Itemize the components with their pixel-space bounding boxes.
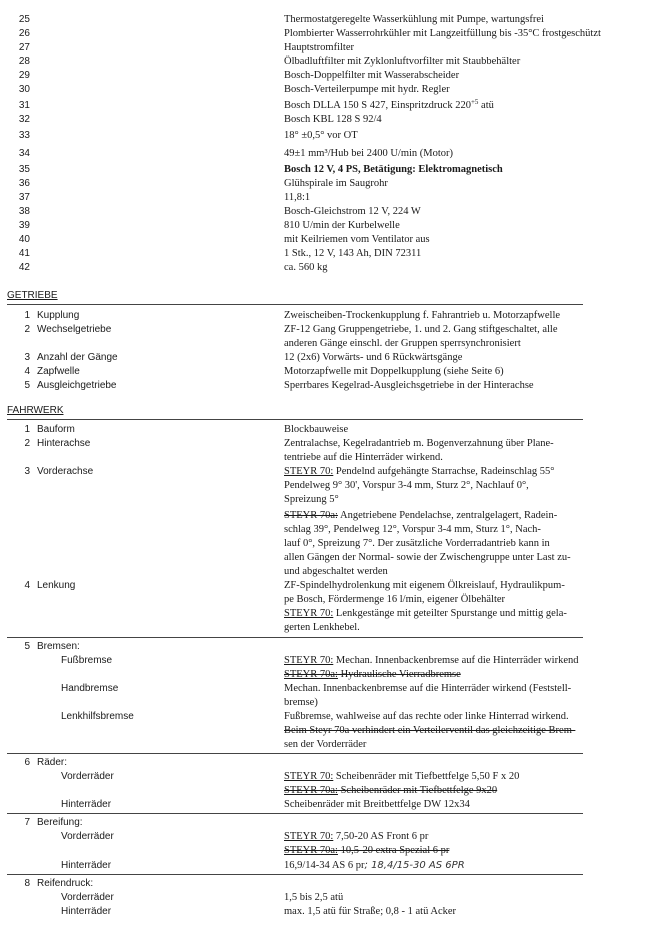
spec-text: Scheibenräder mit Tiefbettfelge 5,50 F x 20 <box>333 771 520 782</box>
spec-number: 29 <box>18 70 30 81</box>
spec-number: 27 <box>18 42 30 53</box>
spec-value: 1,5 bis 2,5 atü <box>284 892 344 903</box>
spec-value: gerten Lenkhebel. <box>284 622 360 633</box>
spec-row <box>0 891 661 905</box>
spec-value <box>284 668 461 682</box>
spec-row <box>0 205 661 219</box>
spec-row <box>0 219 661 233</box>
spec-number: 26 <box>18 28 30 39</box>
spec-row <box>0 465 661 479</box>
spec-number: 36 <box>18 178 30 189</box>
spec-value: Fußbremse, wahlweise auf das rechte oder linke Hinterrad wirkend. <box>284 711 569 722</box>
spec-value: 1 Stk., 12 V, 143 Ah, DIN 72311 <box>284 248 422 259</box>
spec-label: Anzahl der Gänge <box>37 352 118 363</box>
spec-row-continuation <box>0 668 661 682</box>
spec-row <box>0 55 661 69</box>
spec-row <box>0 640 661 654</box>
spec-row-continuation <box>0 784 661 798</box>
section-heading-row <box>0 404 661 418</box>
model-tag-steyr-70: STEYR 70: <box>284 608 334 619</box>
spec-label: Ausgleichgetriebe <box>37 380 117 391</box>
spec-row <box>0 309 661 323</box>
spec-label: Bereifung: <box>37 817 83 828</box>
spec-row-continuation <box>0 738 661 752</box>
spec-number: 41 <box>18 248 30 259</box>
spec-text: Angetriebene Pendelachse, zentralgelagert, Radein- <box>337 510 558 521</box>
spec-value: Bosch-Gleichstrom 12 V, 224 W <box>284 206 421 217</box>
spec-row <box>0 233 661 247</box>
spec-value: bremse) <box>284 697 318 708</box>
spec-value: Pendelweg 9° 30', Vorspur 3-4 mm, Sturz 2°, Nachlauf 0°, <box>284 480 529 491</box>
spec-row <box>0 69 661 83</box>
spec-value: Plombierter Wasserrohrkühler mit Langzeitfüllung bis -35°C frostgeschützt <box>284 28 601 39</box>
spec-number: 2 <box>24 324 30 335</box>
spec-row <box>0 247 661 261</box>
spec-row-continuation <box>0 621 661 635</box>
spec-value: 11,8:1 <box>284 192 311 203</box>
spec-row-continuation <box>0 696 661 710</box>
spec-value: Hauptstromfilter <box>284 42 354 53</box>
spec-row <box>0 99 661 113</box>
spec-value: 18° ±0,5° vor OT <box>284 130 358 141</box>
spec-number: 42 <box>18 262 30 273</box>
spec-row-continuation <box>0 551 661 565</box>
spec-value: sen der Vorderräder <box>284 739 367 750</box>
spec-value: Beim Steyr 70a verhindert ein Verteilerventil das gleichzeitige Brem- <box>284 725 576 736</box>
spec-value: Glühspirale im Saugrohr <box>284 178 388 189</box>
spec-number: 33 <box>18 130 30 141</box>
spec-number: 37 <box>18 192 30 203</box>
spec-value <box>284 830 428 844</box>
spec-number: 39 <box>18 220 30 231</box>
spec-value: Sperrbares Kegelrad-Ausgleichsgetriebe in der Hinterachse <box>284 380 534 391</box>
spec-label: Bremsen: <box>37 641 80 652</box>
spec-sublabel: Vorderräder <box>61 892 114 903</box>
section-heading-getriebe: GETRIEBE <box>7 290 58 301</box>
spec-sublabel: Hinterräder <box>61 906 112 917</box>
spec-value: Bosch-Verteilerpumpe mit hydr. Regler <box>284 84 450 95</box>
spec-number: 30 <box>18 84 30 95</box>
spec-text: Scheibenräder mit Tiefbettfelge 9x20 <box>337 785 498 796</box>
spec-value: Ölbadluftfilter mit Zyklonluftvorfilter mit Staubbehälter <box>284 56 521 67</box>
spec-number: 5 <box>24 380 30 391</box>
spec-value: Mechan. Innenbackenbremse auf die Hinterräder wirkend (Feststell- <box>284 683 572 694</box>
spec-number: 31 <box>18 100 30 111</box>
spec-value-unit: atü <box>478 100 494 111</box>
spec-value <box>284 770 519 784</box>
section-heading-fahrwerk: FAHRWERK <box>7 405 64 416</box>
spec-value <box>284 654 578 668</box>
spec-sublabel: Hinterräder <box>61 860 112 871</box>
model-tag-steyr-70a: STEYR 70a: <box>284 785 338 796</box>
spec-row <box>0 710 661 724</box>
spec-row <box>0 798 661 812</box>
spec-value <box>284 509 557 523</box>
spec-row <box>0 83 661 97</box>
spec-sublabel: Fußbremse <box>61 655 113 666</box>
spec-value <box>284 607 567 621</box>
spec-row <box>0 351 661 365</box>
spec-row <box>0 147 661 161</box>
spec-number: 28 <box>18 56 30 67</box>
spec-row <box>0 365 661 379</box>
model-tag-steyr-70a: STEYR 70a: <box>284 845 338 856</box>
spec-row <box>0 816 661 830</box>
spec-label: Räder: <box>37 757 68 768</box>
spec-row-continuation <box>0 479 661 493</box>
spec-row-continuation <box>0 565 661 579</box>
divider <box>7 813 583 814</box>
spec-value: schlag 39°, Pendelweg 12°, Vorspur 3-4 mm, Sturz 1°, Nach- <box>284 524 541 535</box>
spec-value: 12 (2x6) Vorwärts- und 6 Rückwärtsgänge <box>284 352 463 363</box>
spec-row <box>0 113 661 127</box>
spec-value-main: Bosch DLLA 150 S 427, Einspritzdruck 220 <box>284 100 471 111</box>
handwritten-annotation: ; 18,4/15-30 AS 6PR <box>364 860 465 871</box>
spec-number: 1 <box>24 424 30 435</box>
spec-value: mit Keilriemen vom Ventilator aus <box>284 234 430 245</box>
spec-text: 7,50-20 AS Front 6 pr <box>333 831 429 842</box>
section-heading-row <box>0 289 661 303</box>
spec-number: 8 <box>24 878 30 889</box>
spec-label: Wechselgetriebe <box>37 324 112 335</box>
spec-sublabel: Vorderräder <box>61 771 114 782</box>
spec-row-continuation <box>0 844 661 858</box>
spec-value: Bosch-Doppelfilter mit Wasserabscheider <box>284 70 460 81</box>
spec-value: allen Gängen der Normal- sowie der Zwischengruppe unter Last zu- <box>284 552 571 563</box>
spec-row <box>0 41 661 55</box>
spec-row <box>0 859 661 873</box>
spec-number: 4 <box>24 580 30 591</box>
spec-value: Zweischeiben-Trockenkupplung f. Fahrantrieb u. Motorzapfwelle <box>284 310 561 321</box>
spec-value: Motorzapfwelle mit Doppelkupplung (siehe Seite 6) <box>284 366 504 377</box>
spec-number: 32 <box>18 114 30 125</box>
spec-row <box>0 682 661 696</box>
spec-row <box>0 756 661 770</box>
spec-value: tentriebe auf die Hinterräder wirkend. <box>284 452 443 463</box>
spec-row <box>0 13 661 27</box>
spec-number: 34 <box>18 148 30 159</box>
spec-row-continuation <box>0 523 661 537</box>
spec-row <box>0 877 661 891</box>
spec-value: Blockbauweise <box>284 424 349 435</box>
spec-text: 16,9/14-34 AS 6 pr <box>284 860 365 871</box>
spec-sublabel: Lenkhilfsbremse <box>61 711 134 722</box>
spec-value: Bosch KBL 128 S 92/4 <box>284 114 382 125</box>
model-tag-steyr-70: STEYR 70: <box>284 831 334 842</box>
spec-row-continuation <box>0 337 661 351</box>
spec-row <box>0 27 661 41</box>
spec-value <box>284 844 449 858</box>
model-tag-steyr-70: STEYR 70: <box>284 655 334 666</box>
spec-sublabel: Vorderräder <box>61 831 114 842</box>
spec-value: max. 1,5 atü für Straße; 0,8 - 1 atü Acker <box>284 906 457 917</box>
spec-value: lauf 0°, Spreizung 7°. Der zusätzliche Vorderradantrieb kann in <box>284 538 550 549</box>
spec-value: 49±1 mm³/Hub bei 2400 U/min (Motor) <box>284 148 454 159</box>
spec-label: Zapfwelle <box>37 366 80 377</box>
spec-row <box>0 379 661 393</box>
spec-label: Kupplung <box>37 310 80 321</box>
spec-row <box>0 261 661 275</box>
divider <box>7 419 583 420</box>
spec-row-continuation <box>0 537 661 551</box>
spec-value: Spreizung 5° <box>284 494 339 505</box>
spec-label: Hinterachse <box>37 438 91 449</box>
spec-row-continuation <box>0 593 661 607</box>
spec-number: 1 <box>24 310 30 321</box>
spec-value <box>284 465 554 479</box>
spec-number: 3 <box>24 466 30 477</box>
spec-number: 25 <box>18 14 30 25</box>
spec-value <box>284 859 465 873</box>
spec-label: Vorderachse <box>37 466 94 477</box>
spec-row <box>0 770 661 784</box>
spec-row <box>0 191 661 205</box>
spec-row <box>0 830 661 844</box>
spec-row <box>0 177 661 191</box>
spec-text: Hydraulische Vierradbremse <box>337 669 461 680</box>
spec-text: Lenkgestänge mit geteilter Spurstange und mittig gela- <box>333 608 567 619</box>
spec-value: ZF-Spindelhydrolenkung mit eigenem Ölkreislauf, Hydraulikpum- <box>284 580 565 591</box>
spec-value: Scheibenräder mit Breitbettfelge DW 12x34 <box>284 799 470 810</box>
divider <box>7 304 583 305</box>
spec-label: Bauform <box>37 424 75 435</box>
spec-text: Pendelnd aufgehängte Starrachse, Radeinschlag 55° <box>333 466 555 477</box>
model-tag-steyr-70a: STEYR 70a: <box>284 669 338 680</box>
spec-row <box>0 129 661 143</box>
spec-row <box>0 654 661 668</box>
model-tag-steyr-70a: STEYR 70a: <box>284 510 338 521</box>
spec-row <box>0 437 661 451</box>
spec-number: 40 <box>18 234 30 245</box>
spec-row-continuation <box>0 509 661 523</box>
spec-value: Zentralachse, Kegelradantrieb m. Bogenverzahnung über Plane- <box>284 438 554 449</box>
spec-number: 6 <box>24 757 30 768</box>
spec-sublabel: Handbremse <box>61 683 119 694</box>
model-tag-steyr-70: STEYR 70: <box>284 466 334 477</box>
spec-row-continuation <box>0 724 661 738</box>
spec-value: Thermostatgeregelte Wasserkühlung mit Pumpe, wartungsfrei <box>284 14 544 25</box>
spec-label: Reifendruck: <box>37 878 94 889</box>
spec-number: 35 <box>18 164 30 175</box>
spec-sublabel: Hinterräder <box>61 799 112 810</box>
spec-row-continuation <box>0 607 661 621</box>
spec-number: 38 <box>18 206 30 217</box>
spec-text: Mechan. Innenbackenbremse auf die Hinterräder wirkend <box>333 655 579 666</box>
spec-row-continuation <box>0 451 661 465</box>
divider <box>7 637 583 638</box>
spec-value: pe Bosch, Fördermenge 16 l/min, eigener Ölbehälter <box>284 594 506 605</box>
spec-row <box>0 323 661 337</box>
spec-value-superscript: +5 <box>470 98 479 106</box>
spec-label: Lenkung <box>37 580 76 591</box>
spec-number: 3 <box>24 352 30 363</box>
spec-number: 5 <box>24 641 30 652</box>
spec-value: 810 U/min der Kurbelwelle <box>284 220 400 231</box>
spec-text: 10,5-20 extra Spezial 6 pr <box>337 845 450 856</box>
divider <box>7 753 583 754</box>
spec-number: 4 <box>24 366 30 377</box>
divider <box>7 874 583 875</box>
spec-row <box>0 905 661 919</box>
spec-row <box>0 163 661 177</box>
spec-value: ZF-12 Gang Gruppengetriebe, 1. und 2. Gang stiftgeschaltet, alle <box>284 324 558 335</box>
spec-value <box>284 784 497 798</box>
spec-row <box>0 579 661 593</box>
model-tag-steyr-70: STEYR 70: <box>284 771 334 782</box>
spec-row-continuation <box>0 493 661 507</box>
spec-number: 2 <box>24 438 30 449</box>
spec-value: anderen Gänge einschl. der Gruppen sperrsynchronisiert <box>284 338 521 349</box>
spec-value: ca. 560 kg <box>284 262 328 273</box>
spec-value <box>284 99 494 113</box>
spec-row <box>0 423 661 437</box>
spec-value: Bosch 12 V, 4 PS, Betätigung: Elektromagnetisch <box>284 164 503 175</box>
spec-value: und abgeschaltet werden <box>284 566 388 577</box>
spec-number: 7 <box>24 817 30 828</box>
